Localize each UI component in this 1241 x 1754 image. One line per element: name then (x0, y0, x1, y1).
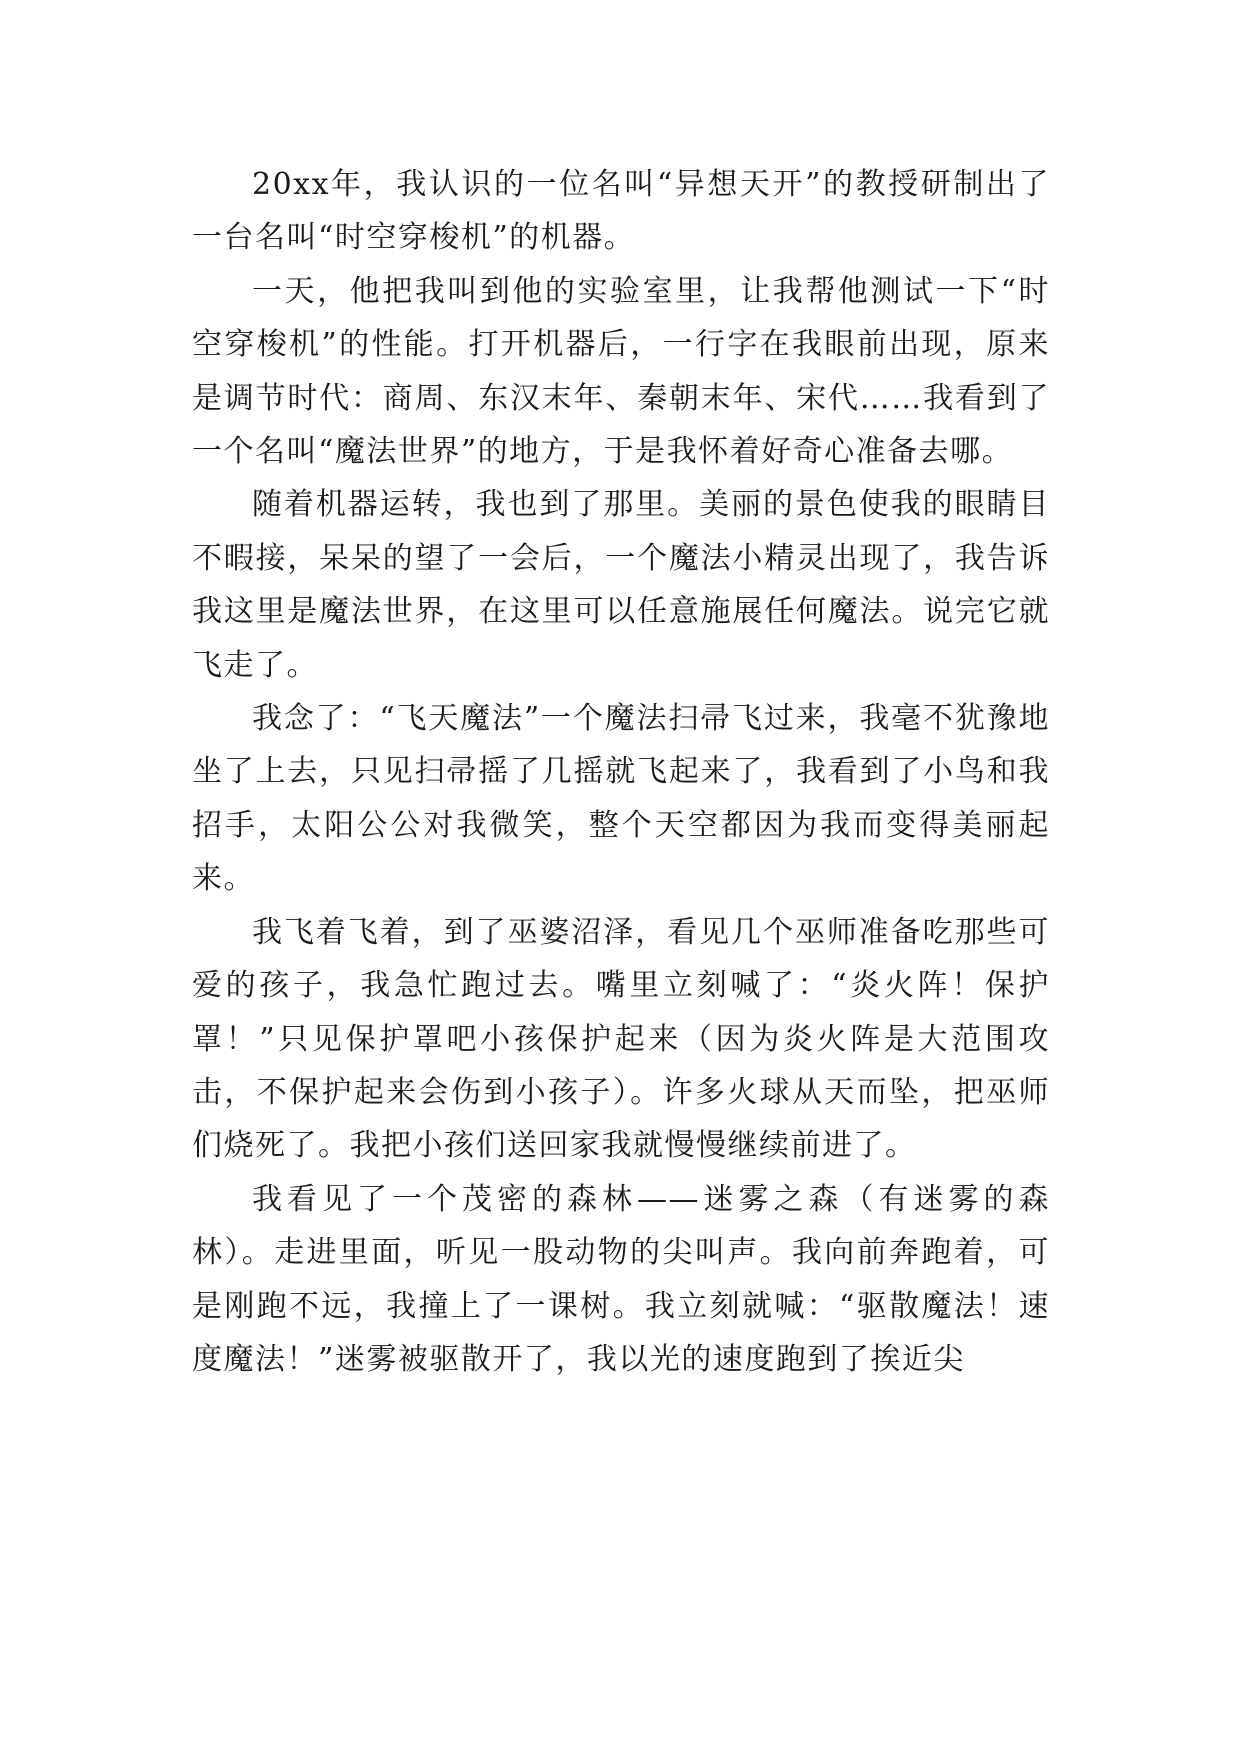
document-body (192, 158, 1050, 1386)
paragraph-3: 随着机器运转，我也到了那里。美丽的景色使我的眼睛目不暇接，呆呆的望了一会后，一个魔法小精灵出现了，我告诉我这里是魔法世界，在这里可以任意施展任何魔法。说完它就飞走了。 (192, 487, 1050, 683)
paragraph-6: 我看见了一个茂密的森林——迷雾之森（有迷雾的森林）。走进里面，听见一股动物的尖叫声。我向前奔跑着，可是刚跑不远，我撞上了一课树。我立刻就喊：“驱散魔法！速度魔法！”迷雾被驱散开了，我以光的速度跑到了挨近尖 (192, 1181, 1050, 1377)
paragraph-1: 20xx年，我认识的一位名叫“异想天开”的教授研制出了一台名叫“时空穿梭机”的机器。 (192, 167, 1050, 256)
paragraph-5: 我飞着飞着，到了巫婆沼泽，看见几个巫师准备吃那些可爱的孩子，我急忙跑过去。嘴里立刻喊了：“炎火阵！保护罩！”只见保护罩吧小孩保护起来（因为炎火阵是大范围攻击，不保护起来会伤到小孩子）。许多火球从天而坠，把巫师们烧死了。我把小孩们送回家我就慢慢继续前进了。 (192, 914, 1050, 1164)
paragraph-2: 一天，他把我叫到他的实验室里，让我帮他测试一下“时空穿梭机”的性能。打开机器后，一行字在我眼前出现，原来是调节时代：商周、东汉末年、秦朝末年、宋代……我看到了一个名叫“魔法世界”的地方，于是我怀着好奇心准备去哪。 (192, 273, 1050, 470)
paragraph-4: 我念了：“飞天魔法”一个魔法扫帚飞过来，我毫不犹豫地坐了上去，只见扫帚摇了几摇就飞起来了，我看到了小鸟和我招手，太阳公公对我微笑，整个天空都因为我而变得美丽起来。 (192, 701, 1050, 897)
